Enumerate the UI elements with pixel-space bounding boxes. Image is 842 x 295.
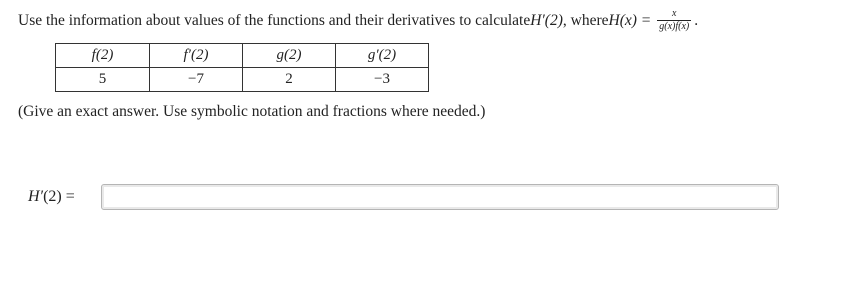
header-g-prime-of-2: g′(2) — [336, 44, 429, 68]
answer-instructions: (Give an exact answer. Use symbolic notation and fractions where needed.) — [18, 103, 486, 120]
question-middle: , where — [562, 11, 609, 29]
value-g-prime-of-2: −3 — [336, 68, 429, 92]
answer-label-argument: (2) = — [43, 188, 75, 205]
target-expression: H′(2) — [530, 11, 563, 29]
fraction-numerator: x — [672, 8, 677, 19]
answer-input[interactable] — [101, 184, 779, 210]
question-text — [18, 9, 698, 32]
header-f-of-2: f(2) — [56, 44, 150, 68]
header-g-of-2: g(2) — [243, 44, 336, 68]
value-f-prime-of-2: −7 — [150, 68, 243, 92]
question-period: . — [694, 11, 699, 29]
answer-label-function: H′ — [28, 188, 44, 205]
function-definition-lhs: H(x) = — [608, 11, 652, 29]
value-g-of-2: 2 — [243, 68, 336, 92]
answer-label — [28, 188, 75, 206]
table-header-row — [56, 44, 429, 68]
fraction-denominator: g(x)f(x) — [659, 21, 690, 32]
function-fraction — [657, 9, 691, 32]
question-prefix: Use the information about values of the functions and their derivatives to calculate — [18, 11, 531, 29]
value-f-of-2: 5 — [56, 68, 150, 92]
table-value-row — [56, 68, 429, 92]
values-table — [55, 43, 429, 92]
header-f-prime-of-2: f′(2) — [150, 44, 243, 68]
